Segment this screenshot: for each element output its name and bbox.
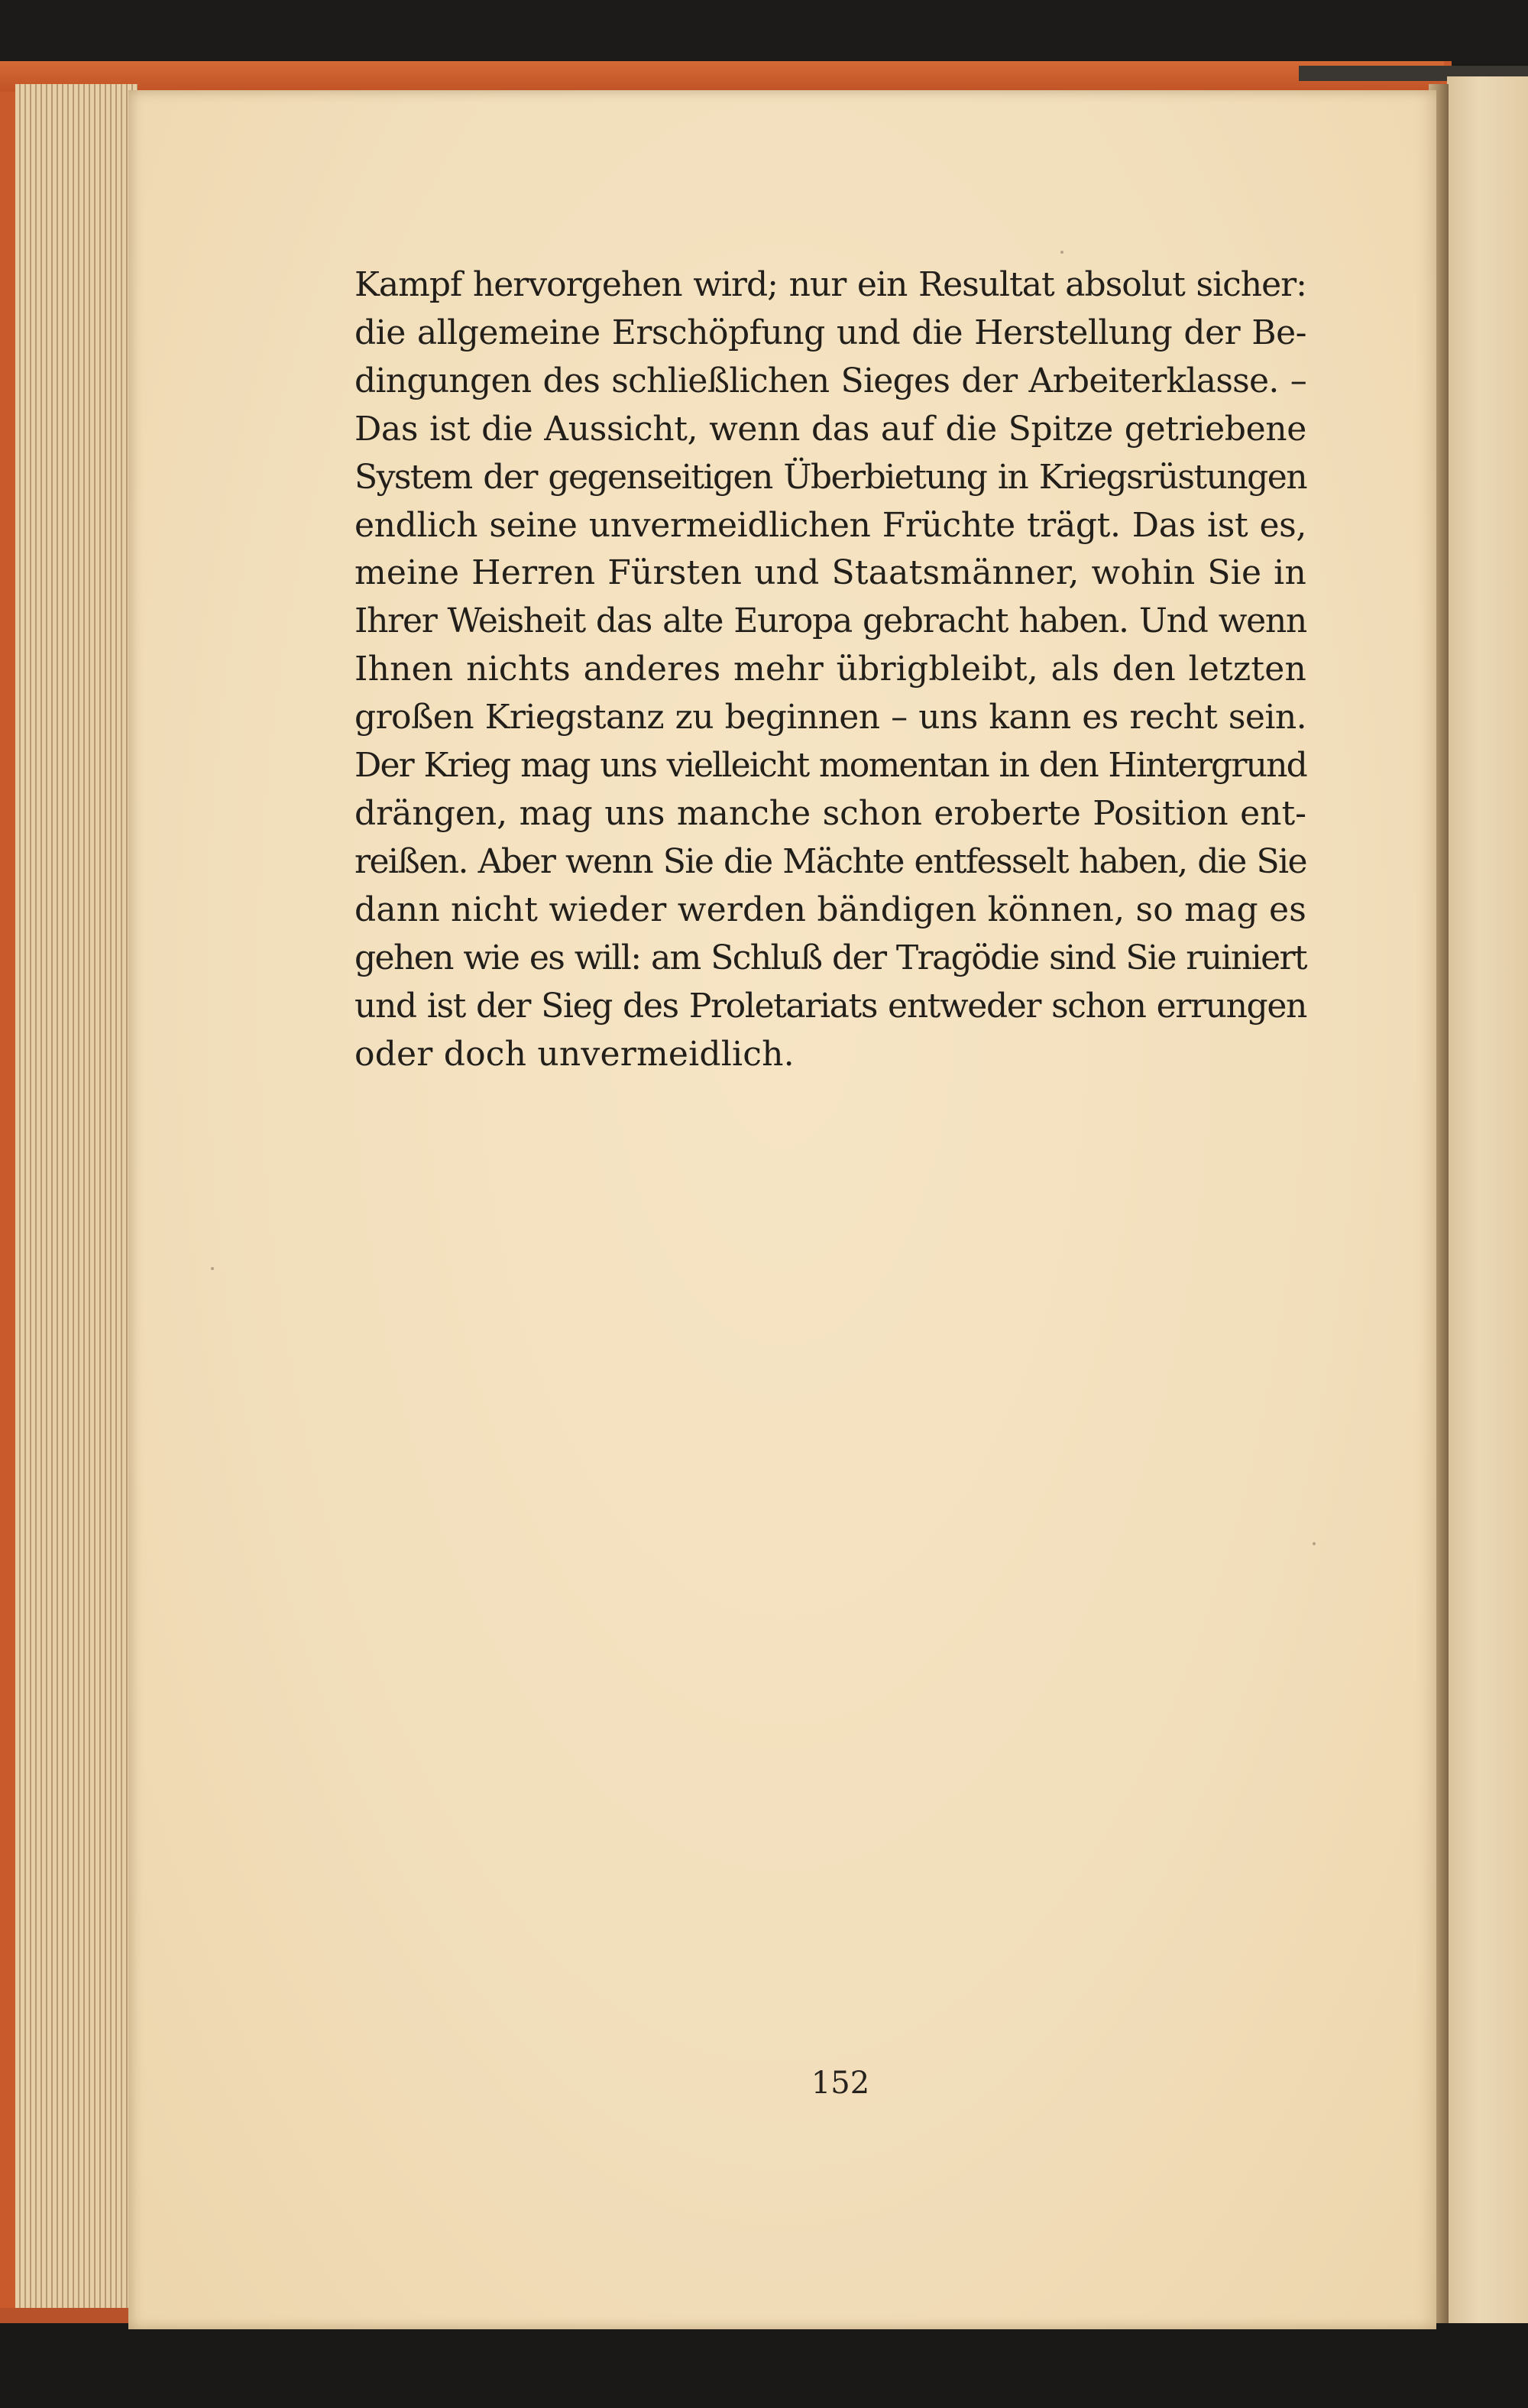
text-line: dingungen des schließlichen Sieges der Arbeiterklasse. –	[354, 361, 1306, 400]
text-line: dann nicht wieder werden bändigen können, so mag es	[354, 890, 1307, 929]
body-text	[354, 261, 1306, 1078]
text-line: Kampf hervorgehen wird; nur ein Resultat absolut sicher:	[354, 265, 1306, 304]
text-line: meine Herren Fürsten und Staatsmänner, wohin Sie in	[354, 553, 1306, 593]
text-line: reißen. Aber wenn Sie die Mächte entfesselt haben, die Sie	[354, 841, 1306, 881]
text-line: und ist der Sieg des Proletariats entweder schon errungen	[354, 986, 1306, 1026]
text-line: Ihnen nichts anderes mehr übrigbleibt, als den letzten	[354, 650, 1306, 689]
facing-page	[1447, 76, 1528, 2331]
text-line: Der Krieg mag uns vielleicht momentan in den Hintergrund	[354, 746, 1306, 786]
text-line: gehen wie es will: am Schluß der Tragödie sind Sie ruiniert	[354, 938, 1306, 977]
text-line: Ihrer Weisheit das alte Europa gebracht haben. Und wenn	[354, 601, 1306, 641]
page-number: 152	[811, 2066, 870, 2101]
book-cover-top-edge	[0, 61, 1444, 92]
page-stack-edge	[15, 84, 138, 2316]
scan-background-bottom	[0, 2323, 1528, 2408]
text-line: die allgemeine Erschöpfung und die Herstellung der Be-	[354, 313, 1306, 352]
text-line: oder doch unvermeidlich.	[354, 1034, 795, 1074]
text-line: drängen, mag uns manche schon eroberte Position ent-	[354, 793, 1306, 833]
text-line: Das ist die Aussicht, wenn das auf die Spitze getriebene	[354, 409, 1306, 449]
text-line: endlich seine unvermeidlichen Früchte trägt. Das ist es,	[354, 505, 1306, 545]
scan-background-top	[0, 0, 1528, 61]
text-line: großen Kriegstanz zu beginnen – uns kann es recht sein.	[354, 698, 1306, 737]
text-line: System der gegenseitigen Überbietung in Kriegsrüstungen	[354, 457, 1306, 497]
